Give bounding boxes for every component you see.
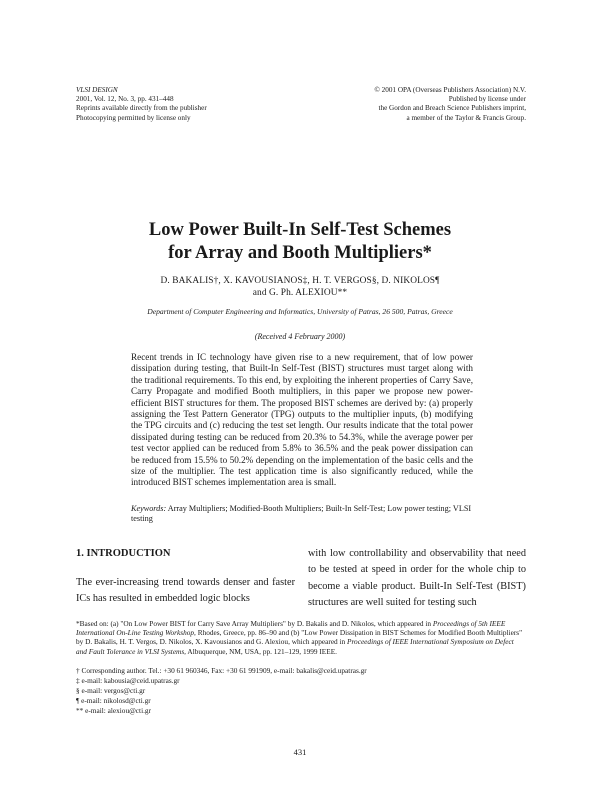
section-heading: 1. INTRODUCTION bbox=[76, 548, 171, 559]
author-list bbox=[0, 276, 600, 299]
photocopy-note: Photocopying permitted by license only bbox=[76, 113, 191, 122]
footnote-italic-2: Proceedings of IEEE International Symposium on Defect and Fault Tolerance in VLSI Systems, bbox=[76, 637, 514, 656]
footnote-part-2: Rhodes, Greece, pp. 86–90 and (b) "Low Power Dissipation in BIST Schemes for Modified Booth Multipliers" by D. Bakalis, H. T. Vergos, D. Nikolos, X. Kavousianos and G. Alexiou, which appeared in bbox=[76, 628, 523, 647]
body-column-left: The ever-increasing trend towards denser and faster ICs has resulted in embedded logic blocks bbox=[76, 577, 295, 605]
license-line: Published by license under bbox=[448, 95, 526, 104]
received-date: (Received 4 February 2000) bbox=[254, 332, 346, 341]
title-line-2: for Array and Booth Multipliers* bbox=[168, 243, 432, 263]
authors-line-2: and G. Ph. ALEXIOU** bbox=[252, 287, 348, 298]
footnote-email-3: ¶ e-mail: nikolosd@cti.gr bbox=[76, 696, 151, 705]
keywords-label: Keywords: bbox=[131, 504, 167, 513]
footnote-origin bbox=[76, 619, 526, 656]
keywords bbox=[131, 504, 473, 525]
page-number: 431 bbox=[293, 747, 307, 757]
footnote-email-1: ‡ e-mail: kabousia@ceid.upatras.gr bbox=[76, 676, 180, 685]
authors-line-1: D. BAKALIS†, X. KAVOUSIANOS‡, H. T. VERGOS§, D. NIKOLOS¶ bbox=[160, 276, 440, 286]
imprint-line: the Gordon and Breach Science Publishers imprint, bbox=[378, 104, 526, 113]
footnote-email-2: § e-mail: vergos@cti.gr bbox=[76, 686, 146, 695]
reprints-note: Reprints available directly from the publisher bbox=[76, 104, 207, 113]
journal-header bbox=[76, 86, 207, 123]
footnote-email-4: ** e-mail: alexiou@cti.gr bbox=[76, 706, 152, 715]
keywords-text: Array Multipliers; Modified-Booth Multipliers; Built-In Self-Test; Low power testing; VLSI testing bbox=[131, 504, 472, 524]
footnote-italic-1: Proceedings of 5th IEEE International On-Line Testing Workshop, bbox=[76, 619, 506, 638]
footnote-part-1: *Based on: (a) "On Low Power BIST for Carry Save Array Multipliers" by D. Bakalis and D. Nikolos, which appeared in bbox=[76, 619, 433, 628]
paper-title bbox=[0, 219, 600, 265]
footnote-part-3: Albuquerque, NM, USA, pp. 121–129, 1999 IEEE. bbox=[186, 646, 337, 656]
group-line: a member of the Taylor & Francis Group. bbox=[406, 113, 526, 122]
publisher-header bbox=[374, 86, 526, 123]
abstract: Recent trends in IC technology have given rise to a new requirement, that of low power dissipation during testing, that Built-In Self-Test (BIST) structures must target along with the traditional requirements. To this end, by exploiting the inherent properties of Carry Save, Carry Propagate and modified Booth multipliers, in this paper we propose new power-efficient BIST structures for them. The proposed BIST schemes are derived by: (a) properly assigning the Test Pattern Generator (TPG) outputs to the multiplier inputs, (b) modifying the TPG circuits and (c) reducing the test set length. Our results indicate that the total power dissipated during testing can be reduced from 20.3% to 54.3%, while the average power per test vector applied can be reduced from 5.8% to 36.5% and the peak power dissipation can be reduced from 15.5% to 50.2% depending on the implementation of the basic cells and the size of the multiplier. The test application time is also significantly reduced, while the introduced BIST schemes implementation area is small. bbox=[131, 352, 473, 488]
affiliation: Department of Computer Engineering and Informatics, University of Patras, 26 500, Patras, Greece bbox=[147, 307, 453, 316]
journal-name: VLSI DESIGN bbox=[76, 86, 118, 94]
title-line-1: Low Power Built-In Self-Test Schemes bbox=[148, 220, 452, 240]
copyright-line: © 2001 OPA (Overseas Publishers Association) N.V. bbox=[374, 86, 526, 94]
body-column-right: with low controllability and observability that need to be tested at speed in order for the whole chip to become a viable product. Built-In Self-Test (BIST) structures are well suited for testing such bbox=[308, 548, 526, 608]
footnote-corresponding-author: † Corresponding author. Tel.: +30 61 960346, Fax: +30 61 991909, e-mail: bakalis@ceid.upatras.gr bbox=[76, 666, 367, 675]
journal-volume: 2001, Vol. 12, No. 3, pp. 431–448 bbox=[76, 95, 174, 104]
